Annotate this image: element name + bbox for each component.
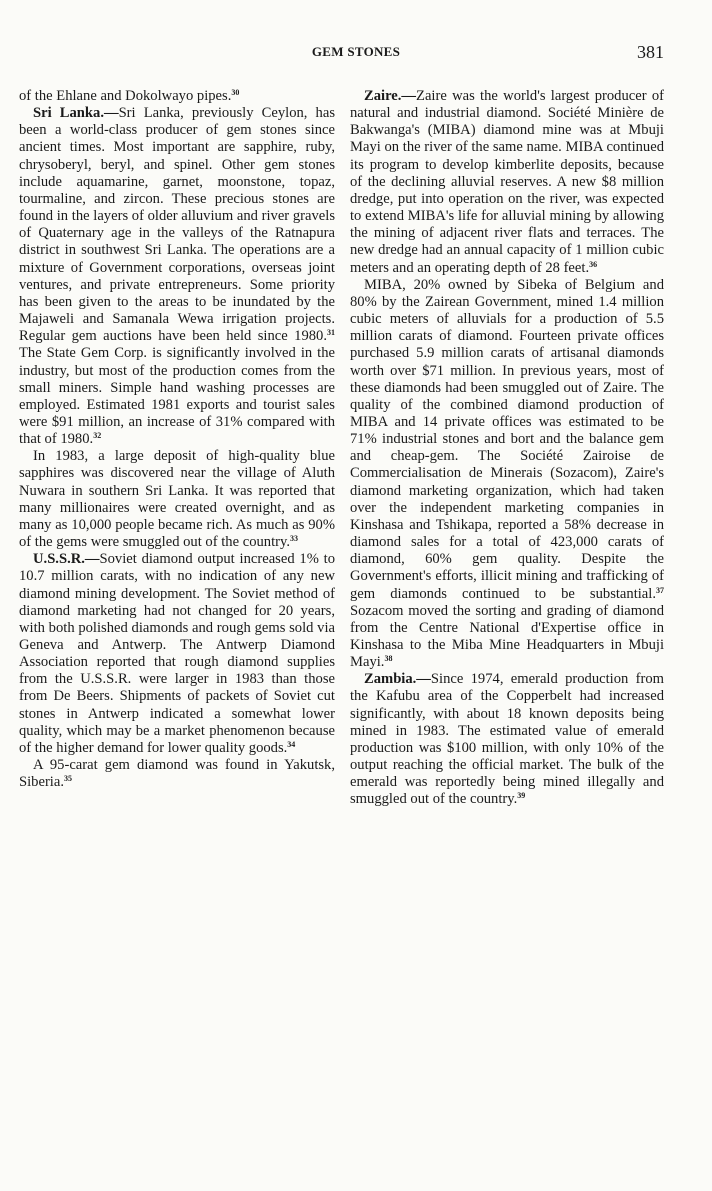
paragraph-zaire: Zaire.—Zaire was the world's largest producer of natural and industrial diamond. Société Minière de Bakwanga's (MIBA) diamond mine was at Mbuji Mayi on the river of the same name. MIBA continued its program to develop kimberlite deposits, because of the declining alluvial reserves. A new $8 million dredge, put into operation on the river, was expected to extend MIBA's life for alluvial mining by allowing the mining of adjacent river flats and terraces. The new dredge had an annual capacity of 1 million cubic meters and an operating depth of 28 feet.$^{36}$ [350,88,664,276]
footnote-ref: 33 [290,534,298,544]
footnote-ref: 38 [384,654,393,664]
paragraph-ussr: U.S.S.R.—Soviet diamond output increased 1% to 10.7 million carats, with no indication of any new diamond mining development. The Soviet method of diamond marketing had not changed for 20 years, with both polished diamonds and rough gems sold via Geneva and Antwerp. The Antwerp Diamond Association reported that rough diamond supplies from the U.S.S.R. were larger in 1983 than those from De Beers. Shipments of packets of Soviet cut stones in Antwerp indicated a somewhat lower quality, which may be a market phenomenon because of the higher demand for lower quality goods.$^{34}$ [19,551,335,756]
running-head: GEM STONES [311,44,401,59]
footnote-ref: 34 [287,739,296,749]
section-heading: Zambia.— [364,671,431,688]
paragraph-zambia: Zambia.—Since 1974, emerald production from the Kafubu area of the Copperbelt had increased significantly, with about 18 known deposits being mined in 1983. The estimated value of emerald production was $100 million, with only 10% of the output reaching the official market. The bulk of the emerald was reportedly being mined illegally and smuggled out of the country.$^{39}$ [350,671,664,808]
footnote-ref: 32 [93,431,102,441]
section-heading: Sri Lanka.— [33,105,119,122]
paragraph: MIBA, 20% owned by Sibeka of Belgium and 80% by the Zairean Government, mined 1.4 million cubic meters of alluvials for a production of 5.5 million carats of diamond. Fourteen private offices purchased 5.9 million carats of artisanal diamonds worth over $71 million. In previous years, most of these diamonds had been smuggled out of Zaire. The quality of the combined diamond production of MIBA and 14 private offices was estimated to be 71% industrial stones and bort and the balance gem and cheap-gem. The Société Zairoise de Commercialisation de Minerais (Sozacom), Zaire's diamond marketing organization, which had taken over the independent marketing companies in Kinshasa and Tshikapa, reported a 58% decrease in diamond sales for a total of 423,000 carats of diamond, 60% gem quality. Despite the Government's efforts, illicit mining and trafficking of gem diamonds continued to be substantial.$^{37}$ Sozacom moved the sorting and grading of diamond from the Centre National d'Expertise office in Kinshasa to the Miba Mine Headquarters in Mbuji Mayi.$^{38}$ [350,276,664,671]
page-number: 381 [637,42,664,62]
paragraph-sri-lanka: Sri Lanka.—Sri Lanka, previously Ceylon, has been a world-class producer of gem stones since ancient times. Most important are sapphire, ruby, chrysoberyl, beryl, and spinel. Other gem stones include aquamarine, garnet, moonstone, topaz, tourmaline, and zircon. These precious stones are found in the layers of older alluvium and river gravels of Quaternary age in the valleys of the Ratnapura district in southwest Sri Lanka. The operations are a mixture of Government corporations, overseas joint ventures, and private entrepreneurs. Some priority has been given to the areas to be inundated by the Majaweli and Samanala Wewa irrigation projects. Regular gem auctions have been held since 1980.31 The State Gem Corp. is significantly involved in the industry, but most of the production comes from the small miners. Simple hand washing processes are employed. Estimated 1981 exports and tourist sales were $91 million, an increase of 31% compared with that of 1980.32 [19,105,335,448]
section-heading: Zaire.— [364,88,417,104]
footnote-ref: 36 [589,259,598,269]
paragraph: of the Ehlane and Dokolwayo pipes.$^{30}$ [19,88,240,104]
paragraph: A 95-carat gem diamond was found in Yakutsk, Siberia.$^{35}$ [19,757,335,791]
footnote-ref: 35 [64,774,72,784]
right-column [350,88,664,809]
left-column [19,88,335,791]
footnote-ref: 31 [327,328,335,338]
footnote-ref: 39 [517,791,526,801]
page-header [0,42,712,64]
footnote-ref: 30 [231,88,240,97]
section-heading: U.S.S.R.— [33,551,100,568]
footnote-ref: 37 [656,585,664,595]
paragraph: In 1983, a large deposit of high-quality blue sapphires was discovered near the village of Aluth Nuwara in southern Sri Lanka. It was reported that many millionaires were created overnight, and as many as 10,000 people became rich. As much as 90% of the gems were smuggled out of the country.$^{33}$ [19,448,335,551]
